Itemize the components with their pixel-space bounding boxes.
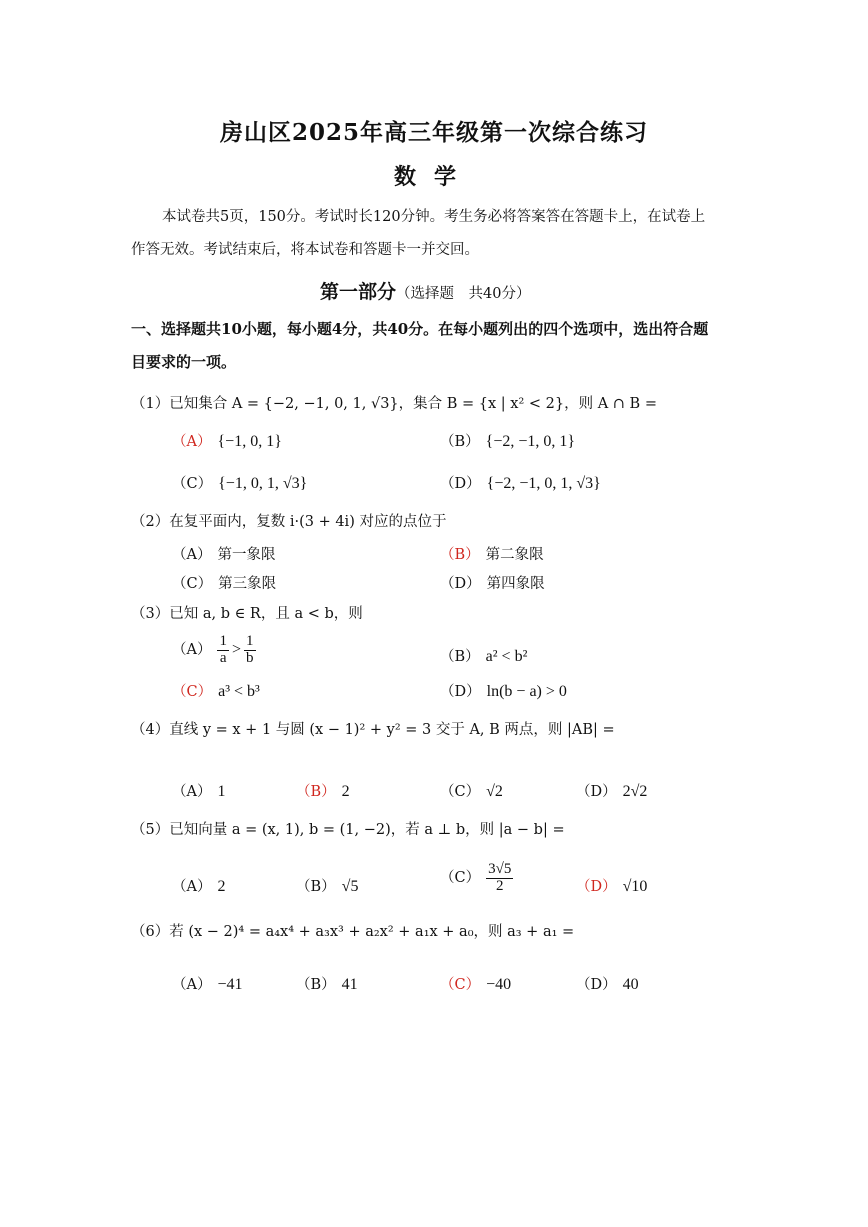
part-note: （选择题 共40分） <box>396 286 531 302</box>
option-text: −41 <box>217 976 243 993</box>
question-3-option-c[interactable] <box>172 680 260 701</box>
question-4-option-c[interactable] <box>440 780 503 801</box>
option-text: 2√2 <box>622 783 648 800</box>
subject-title: 数学 <box>393 164 474 190</box>
option-label: （A） <box>172 977 212 993</box>
question-5-option-a[interactable] <box>172 875 225 896</box>
question-3-stem: （3）已知 a, b ∈ R，且 a < b，则 <box>131 606 363 622</box>
question-4-option-b[interactable] <box>296 780 350 801</box>
part-heading <box>320 277 530 304</box>
option-text: {−2, −1, 0, 1} <box>485 433 576 450</box>
question-2-option-a[interactable] <box>172 543 275 564</box>
option-label: （D） <box>576 784 617 800</box>
option-text: 41 <box>341 976 358 993</box>
question-1-option-a[interactable] <box>172 430 282 451</box>
option-text: 2 <box>341 783 350 800</box>
option-text: 第一象限 <box>217 547 276 563</box>
question-6-option-b[interactable] <box>296 973 358 994</box>
option-label: （C） <box>172 576 213 592</box>
option-text: 40 <box>622 976 639 993</box>
question-5-stem: （5）已知向量 a = (x, 1), b = (1, −2)，若 a ⊥ b，则 |a − b| = <box>131 822 565 838</box>
fraction: $\frac{3√5}{2}$ <box>488 861 512 894</box>
option-text: −40 <box>486 976 512 993</box>
option-label: （D） <box>440 476 481 492</box>
part-title: 第一部分 <box>320 281 397 303</box>
option-text: {−1, 0, 1} <box>217 433 282 450</box>
question-3-option-b[interactable] <box>440 645 527 666</box>
option-text: a² < b² <box>485 648 528 665</box>
question-1-stem: （1）已知集合 A = {−2, −1, 0, 1, √3}，集合 B = {x | x² < 2}，则 A ∩ B = <box>131 396 657 412</box>
question-5-option-c[interactable] <box>440 862 513 895</box>
question-4-stem: （4）直线 y = x + 1 与圆 (x − 1)² + y² = 3 交于 A, B 两点，则 |AB| = <box>131 722 615 738</box>
option-text: √2 <box>486 783 503 800</box>
option-text: 第二象限 <box>485 547 544 563</box>
option-label: （B） <box>296 879 336 895</box>
question-3-option-d[interactable] <box>440 680 567 701</box>
instructions-line-2: 作答无效。考试结束后，将本试卷和答题卡一并交回。 <box>131 242 479 258</box>
question-2-option-d[interactable] <box>440 572 545 593</box>
section-instructions-line-1: 一、选择题共10小题，每小题4分，共40分。在每小题列出的四个选项中，选出符合题 <box>131 320 709 338</box>
question-5-option-d[interactable] <box>576 875 647 896</box>
option-text: {−2, −1, 0, 1, √3} <box>486 475 601 492</box>
option-label: （D） <box>440 576 481 592</box>
question-6-option-a[interactable] <box>172 973 243 994</box>
question-4-option-a[interactable] <box>172 780 225 801</box>
option-label: （A） <box>172 784 212 800</box>
option-label: （A） <box>172 434 212 450</box>
option-text: a³ < b³ <box>218 683 260 700</box>
option-label: （B） <box>440 547 480 563</box>
option-text: {−1, 0, 1, √3} <box>218 475 308 492</box>
question-1-option-d[interactable] <box>440 472 601 493</box>
instructions-line-1: 本试卷共5页，150分。考试时长120分钟。考生务必将答案答在答题卡上，在试卷上 <box>162 209 706 225</box>
option-label: （C） <box>440 870 481 887</box>
question-6-option-c[interactable] <box>440 973 511 994</box>
question-5-option-b[interactable] <box>296 875 358 896</box>
option-label: （D） <box>576 879 617 895</box>
question-4-option-d[interactable] <box>576 780 647 801</box>
question-6-stem: （6）若 (x − 2)⁴ = a₄x⁴ + a₃x³ + a₂x² + a₁x + a₀，则 a₃ + a₁ = <box>131 924 575 940</box>
option-text: ln(b − a) > 0 <box>486 683 567 700</box>
option-label: （A） <box>172 879 212 895</box>
option-label: （C） <box>172 684 213 700</box>
question-1-option-b[interactable] <box>440 430 575 451</box>
section-instructions-line-2: 目要求的一项。 <box>131 353 237 371</box>
option-text: 1 <box>217 783 226 800</box>
option-label: （C） <box>440 977 481 993</box>
option-label: （B） <box>296 784 336 800</box>
question-6-option-d[interactable] <box>576 973 639 994</box>
option-label: （C） <box>172 476 213 492</box>
option-label: （A） <box>172 642 212 659</box>
relation-symbol: > <box>231 641 242 659</box>
exam-title: 房山区2025年高三年级第一次综合练习 <box>219 119 648 146</box>
option-text: 第三象限 <box>218 576 277 592</box>
option-label: （C） <box>440 784 481 800</box>
question-3-option-a[interactable] <box>172 634 256 667</box>
option-label: （B） <box>440 649 480 665</box>
option-text: √5 <box>341 878 359 895</box>
question-1-option-c[interactable] <box>172 472 307 493</box>
option-label: （D） <box>440 684 481 700</box>
option-label: （B） <box>440 434 480 450</box>
option-text: 2 <box>217 878 226 895</box>
option-label: （D） <box>576 977 617 993</box>
option-text: √10 <box>622 878 648 895</box>
option-label: （B） <box>296 977 336 993</box>
question-2-option-c[interactable] <box>172 572 276 593</box>
fraction: $\frac{1}{a}$ <box>219 633 227 666</box>
option-text: 第四象限 <box>486 576 545 592</box>
question-2-stem: （2）在复平面内，复数 i·(3 + 4i) 对应的点位于 <box>131 514 447 530</box>
fraction: $\frac{1}{b}$ <box>246 633 254 666</box>
option-label: （A） <box>172 547 212 563</box>
question-2-option-b[interactable] <box>440 543 544 564</box>
